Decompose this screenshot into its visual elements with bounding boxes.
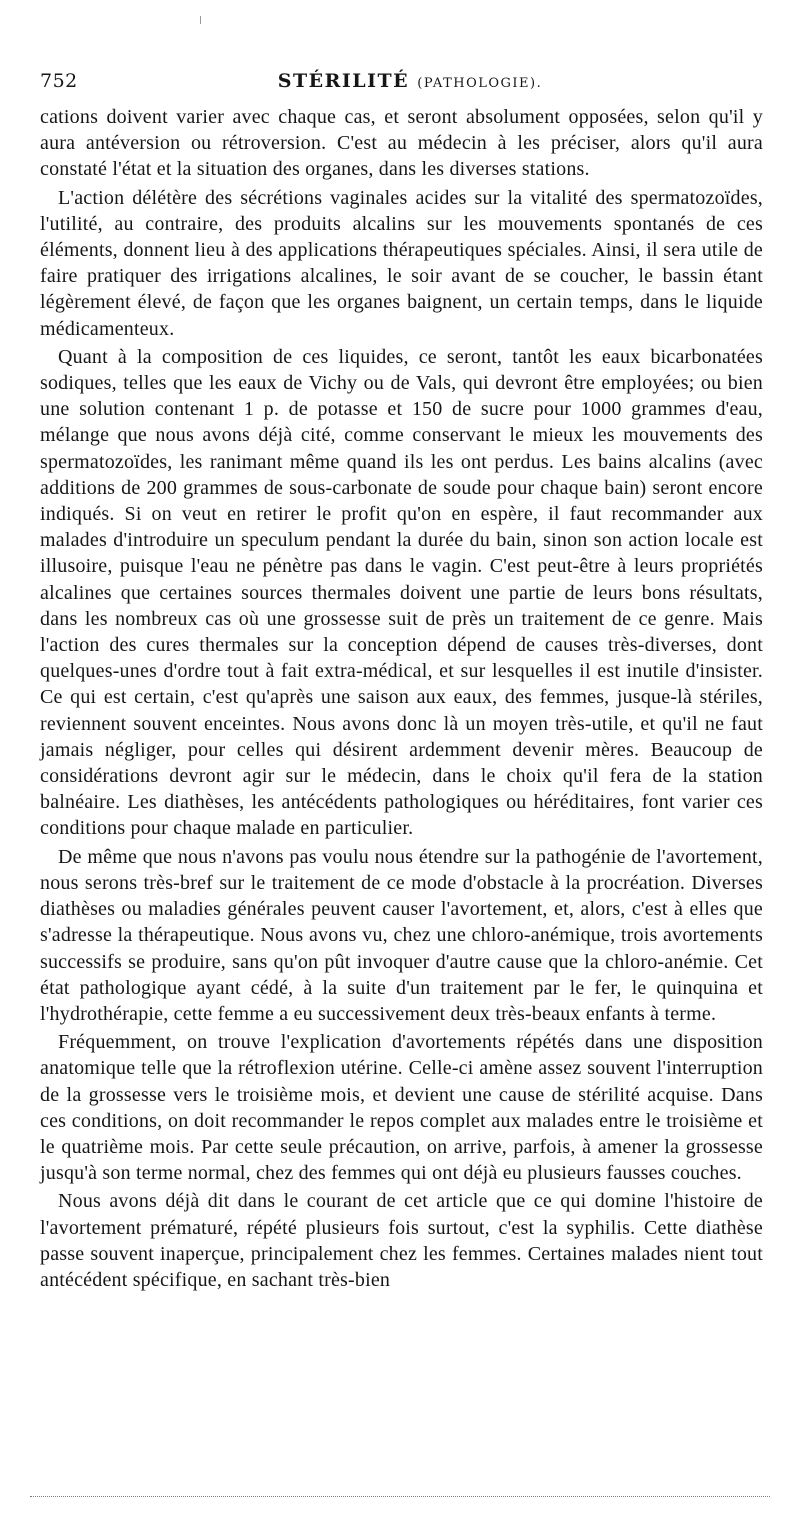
- running-head: [40, 70, 760, 104]
- page-number: 752: [40, 70, 78, 92]
- paragraph: Nous avons déjà dit dans le courant de cet article que ce qui domine l'histoire de l'avortement prématuré, répété plusieurs fois surtout, c'est la syphilis. Cette diathèse passe souvent inaperçue, principalement chez les femmes. Certaines malades nient tout antécédent spécifique, en sachant très-bien: [40, 1190, 763, 1291]
- running-title-subtitle: (PATHOLOGIE).: [417, 76, 543, 91]
- paragraph: Fréquemment, on trouve l'explication d'avortements répétés dans une disposition anatomique telle que la rétroflexion utérine. Celle-ci amène assez souvent l'interruption de la grossesse vers le troisième mois, et devient une cause de stérilité acquise. Dans ces conditions, on doit recommander le repos complet aux malades entre le troisième et le quatrième mois. Par cette seule précaution, on arrive, parfois, à amener la grossesse jusqu'à son terme normal, chez des femmes qui ont déjà eu plusieurs fausses couches.: [40, 1031, 763, 1185]
- paragraph: De même que nous n'avons pas voulu nous étendre sur la pathogénie de l'avortement, nous serons très-bref sur le traitement de ce mode d'obstacle à la procréation. Diverses diathèses ou maladies générales peuvent causer l'avortement, et, alors, c'est à elles que s'adresse la thérapeutique. Nous avons vu, chez une chloro-anémique, trois avortements successifs se produire, sans qu'on pût invoquer d'autre cause que la chloro-anémie. Cet état pathologique ayant cédé, à la suite d'un traitement par le fer, le quinquina et l'hydrothérapie, cette femme a eu successivement deux très-beaux enfants à terme.: [40, 845, 763, 1025]
- running-title: [40, 70, 760, 92]
- footer-dotted-rule: [30, 1496, 770, 1497]
- paragraph: L'action délétère des sécrétions vaginales acides sur la vitalité des spermatozoïdes, l'utilité, au contraire, des produits alcalins sur les mouvements spontanés de ces éléments, donnent lieu à des applications thérapeutiques spéciales. Ainsi, il sera utile de faire pratiquer des irrigations alcalines, le soir avant de se coucher, le bassin étant légèrement élevé, de façon que les organes baignent, un certain temps, dans le liquide médicamenteux.: [40, 186, 763, 340]
- running-title-main: STÉRILITÉ: [277, 70, 410, 92]
- paragraph: Quant à la composition de ces liquides, ce seront, tantôt les eaux bicarbonatées sodiques, telles que les eaux de Vichy ou de Vals, qui devront être employées; ou bien une solution contenant 1 p. de potasse et 150 de sucre pour 1000 grammes d'eau, mélange que nous avons déjà cité, comme conservant le mieux les mouvements des spermatozoïdes, les ranimant même quand ils les ont perdus. Les bains alcalins (avec additions de 200 grammes de sous-carbonate de soude pour chaque bain) seront encore indiqués. Si on veut en retirer le profit qu'on en espère, il faut recommander aux malades d'introduire un speculum pendant la durée du bain, sinon son action locale est illusoire, puisque l'eau ne pénètre pas dans le vagin. C'est peut-être à leurs propriétés alcalines que certaines sources thermales doivent une partie de leurs bons résultats, dans les nombreux cas où une grossesse suit de près un traitement de ce genre. Mais l'action des cures thermales sur la conception dépend de causes très-diverses, dont quelques-unes d'ordre tout à fait extra-médical, et sur lesquelles il est inutile d'insister. Ce qui est certain, c'est qu'après une saison aux eaux, des femmes, jusque-là stériles, reviennent souvent enceintes. Nous avons donc là un moyen très-utile, et qu'il ne faut jamais négliger, pour celles qui désirent ardemment devenir mères. Beaucoup de considérations devront agir sur le médecin, dans le choix qu'il fera de la station balnéaire. Les diathèses, les antécédents pathologiques ou héréditaires, font varier ces conditions pour chaque malade en particulier.: [40, 345, 763, 840]
- body-text: [40, 104, 763, 1293]
- paragraph-continued: cations doivent varier avec chaque cas, et seront absolument opposées, selon qu'il y aura antéversion ou rétroversion. C'est au médecin à les préciser, alors qu'il aura constaté l'état et la situation des organes, dans les diverses stations.: [40, 106, 763, 181]
- print-mark: [200, 16, 201, 24]
